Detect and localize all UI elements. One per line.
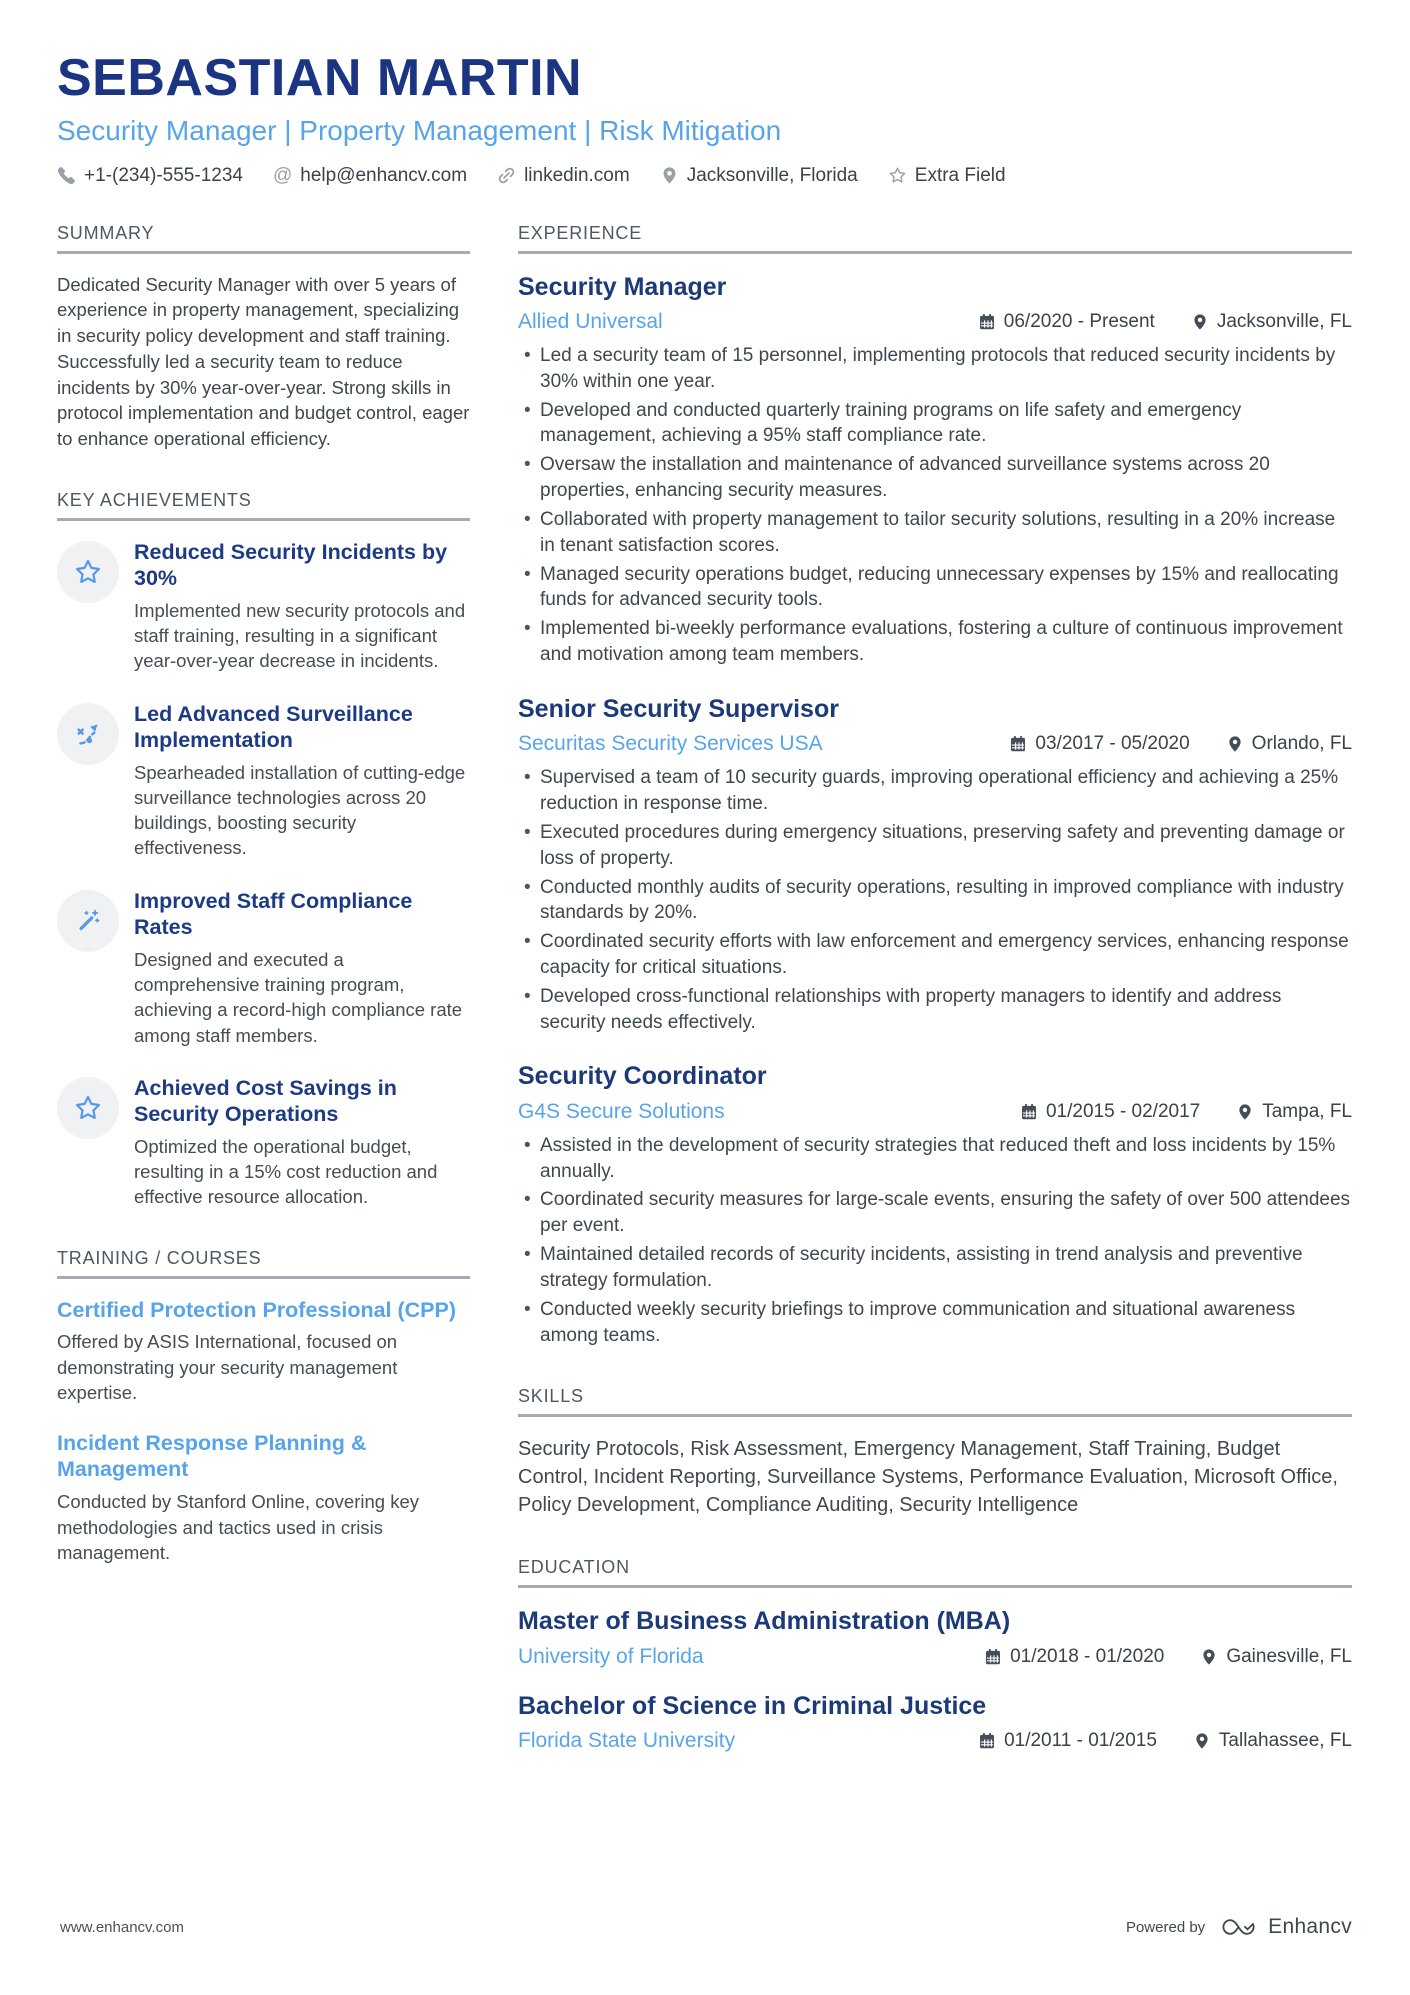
star-icon (57, 1077, 119, 1139)
course-description: Conducted by Stanford Online, covering key methodologies and tactics used in crisis management. (57, 1491, 419, 1563)
calendar-icon (1009, 735, 1027, 753)
job-title: Security Manager (518, 272, 727, 301)
location-pin-icon (1191, 313, 1209, 331)
location-pin-icon (660, 166, 679, 185)
achievement-title: Reduced Security Incidents by 30% (134, 539, 448, 590)
contact-phone-text: +1-(234)-555-1234 (84, 164, 243, 186)
star-icon (57, 541, 119, 603)
page-footer (60, 1915, 1352, 1939)
degree-title: Bachelor of Science in Criminal Justice (518, 1691, 987, 1720)
course-title: Certified Protection Professional (CPP) (57, 1297, 457, 1322)
degree-title: Master of Business Administration (MBA) (518, 1607, 1011, 1636)
job-bullet: • Oversaw the installation and maintenance of advanced surveillance systems across 20 properties, enhancing security measures. (518, 452, 1352, 504)
job-bullet: • Developed cross-functional relationships with property managers to identify and address security needs effectively. (518, 984, 1352, 1036)
achievement-item (57, 1075, 470, 1210)
calendar-icon (1020, 1103, 1038, 1121)
contact-location (660, 165, 858, 187)
achievement-description: Spearheaded installation of cutting-edge surveillance technologies across 20 buildings, boosting security effectiveness. (134, 762, 466, 859)
job-dates: 01/2015 - 02/2017 (1020, 1101, 1200, 1123)
course-title: Incident Response Planning & Management (57, 1430, 367, 1482)
achievement-description: Implemented new security protocols and staff training, resulting in a significant year-over-year decrease in incidents. (134, 600, 466, 672)
job-bullet: • Supervised a team of 10 security guards, improving operational efficiency and achieving a 25% reduction in response time. (518, 765, 1352, 817)
company-name: Securitas Security Services USA (518, 732, 823, 756)
education-dates: 01/2011 - 01/2015 (978, 1730, 1157, 1752)
education-entry (518, 1606, 1352, 1668)
job-entry (518, 1061, 1352, 1348)
contact-phone (57, 165, 243, 187)
calendar-icon (978, 1732, 996, 1750)
footer-website-link[interactable]: www.enhancv.com (60, 1918, 184, 1936)
course-item (57, 1430, 470, 1566)
contact-email[interactable] (273, 165, 467, 187)
link-icon (497, 166, 516, 185)
skills-text: Security Protocols, Risk Assessment, Emergency Management, Staff Training, Budget Control, Incident Reporting, Surveillance Systems, Performance Evaluation, Microsoft Office, Policy Development, Compliance Auditing, Security Intelligence (518, 1438, 1338, 1517)
job-bullet: • Led a security team of 15 personnel, implementing protocols that reduced security incidents by 30% within one year. (518, 343, 1352, 395)
summary-section (57, 223, 470, 452)
job-dates: 06/2020 - Present (978, 311, 1155, 333)
headline: Security Manager | Property Management | Risk Mitigation (57, 115, 782, 147)
job-entry (518, 272, 1352, 668)
skills-section (518, 1386, 1352, 1519)
summary-text: Dedicated Security Manager with over 5 years of experience in property management, specializing in security policy development and staff training. Successfully led a security team to reduce incidents by 30% year-over-year. Strong skills in protocol implementation and budget control, eager to enhance operational efficiency. (57, 273, 470, 449)
job-bullet: • Developed and conducted quarterly training programs on life safety and emergency management, achieving a 95% staff compliance rate. (518, 398, 1352, 450)
person-name: SEBASTIAN MARTIN (57, 49, 583, 107)
contact-extra-field (888, 165, 1006, 187)
location-pin-icon (1200, 1648, 1218, 1666)
company-name: G4S Secure Solutions (518, 1099, 725, 1123)
powered-by-block[interactable] (1126, 1915, 1352, 1939)
at-icon: @ (272, 165, 293, 187)
contact-link-text[interactable]: linkedin.com (524, 164, 630, 186)
job-location: Jacksonville, FL (1191, 311, 1352, 333)
job-bullet-list (518, 343, 1352, 668)
job-bullet: • Conducted weekly security briefings to improve communication and situational awareness among teams. (518, 1297, 1352, 1349)
contact-link[interactable] (497, 165, 630, 187)
contact-location-text: Jacksonville, Florida (686, 164, 858, 186)
job-bullet: • Managed security operations budget, reducing unnecessary expenses by 15% and reallocating funds for advanced security tools. (518, 562, 1352, 614)
job-bullet: • Assisted in the development of security strategies that reduced theft and loss incidents by 15% annually. (518, 1133, 1352, 1185)
skills-heading: SKILLS (518, 1386, 1352, 1417)
company-name: Allied Universal (518, 310, 663, 333)
education-location: Gainesville, FL (1200, 1646, 1352, 1668)
course-description: Offered by ASIS International, focused on demonstrating your security management expertise. (57, 1331, 398, 1404)
summary-heading: SUMMARY (57, 223, 470, 254)
powered-by-label: Powered by (1125, 1918, 1206, 1936)
job-title: Security Coordinator (518, 1062, 767, 1091)
school-name: University of Florida (518, 1644, 704, 1668)
job-dates: 03/2017 - 05/2020 (1009, 733, 1189, 755)
enhancv-brand[interactable] (1219, 1915, 1352, 1939)
contact-extra-text: Extra Field (914, 164, 1006, 186)
job-bullet: • Coordinated security efforts with law enforcement and emergency services, enhancing response capacity for critical situations. (518, 929, 1352, 981)
job-location: Tampa, FL (1236, 1101, 1352, 1123)
job-bullet: • Collaborated with property management to tailor security solutions, resulting in a 20% increase in tenant satisfaction scores. (518, 507, 1352, 559)
resume-header (57, 50, 1352, 187)
education-entry (518, 1691, 1352, 1753)
course-item (57, 1297, 470, 1406)
key-achievements-heading: KEY ACHIEVEMENTS (57, 490, 470, 521)
job-title: Senior Security Supervisor (518, 694, 839, 723)
contact-email-text[interactable]: help@enhancv.com (300, 164, 468, 186)
achievement-item (57, 701, 470, 861)
star-outline-icon (888, 166, 907, 185)
education-section (518, 1557, 1352, 1753)
achievement-title: Improved Staff Compliance Rates (134, 888, 413, 939)
education-heading: EDUCATION (518, 1557, 1352, 1588)
job-location: Orlando, FL (1226, 733, 1352, 755)
job-bullet: • Conducted monthly audits of security operations, resulting in improved compliance with industry standards by 20%. (518, 875, 1352, 927)
achievement-title: Achieved Cost Savings in Security Operations (134, 1075, 397, 1126)
calendar-icon (978, 313, 996, 331)
job-bullet: • Implemented bi-weekly performance evaluations, fostering a culture of continuous improvement and motivation among team members. (518, 616, 1352, 668)
experience-section (518, 223, 1352, 1349)
brand-name: Enhancv (1268, 1915, 1352, 1938)
strategy-icon (57, 703, 119, 765)
achievement-description: Designed and executed a comprehensive training program, achieving a record-high compliance rate among staff members. (134, 949, 463, 1046)
achievement-item (57, 539, 470, 674)
achievement-title: Led Advanced Surveillance Implementation (134, 701, 413, 752)
training-section (57, 1248, 470, 1566)
contact-row (57, 165, 1352, 187)
training-heading: TRAINING / COURSES (57, 1248, 470, 1279)
phone-icon (57, 166, 76, 185)
location-pin-icon (1236, 1103, 1254, 1121)
job-bullet: • Coordinated security measures for large-scale events, ensuring the safety of over 500 attendees per event. (518, 1187, 1352, 1239)
calendar-icon (984, 1648, 1002, 1666)
education-dates: 01/2018 - 01/2020 (984, 1646, 1164, 1668)
location-pin-icon (1193, 1732, 1211, 1750)
enhancv-logo-icon (1219, 1915, 1259, 1939)
job-bullet: • Maintained detailed records of security incidents, assisting in trend analysis and preventive strategy formulation. (518, 1242, 1352, 1294)
job-bullet-list (518, 765, 1352, 1035)
job-bullet-list (518, 1133, 1352, 1349)
job-bullet: • Executed procedures during emergency situations, preserving safety and preventing damage or loss of property. (518, 820, 1352, 872)
job-entry (518, 694, 1352, 1036)
location-pin-icon (1226, 735, 1244, 753)
achievement-description: Optimized the operational budget, resulting in a 15% cost reduction and effective resource allocation. (134, 1136, 438, 1208)
education-location: Tallahassee, FL (1193, 1730, 1352, 1752)
wand-icon (57, 890, 119, 952)
key-achievements-section (57, 490, 470, 1210)
achievement-item (57, 888, 470, 1048)
school-name: Florida State University (518, 1728, 736, 1752)
experience-heading: EXPERIENCE (518, 223, 1352, 254)
